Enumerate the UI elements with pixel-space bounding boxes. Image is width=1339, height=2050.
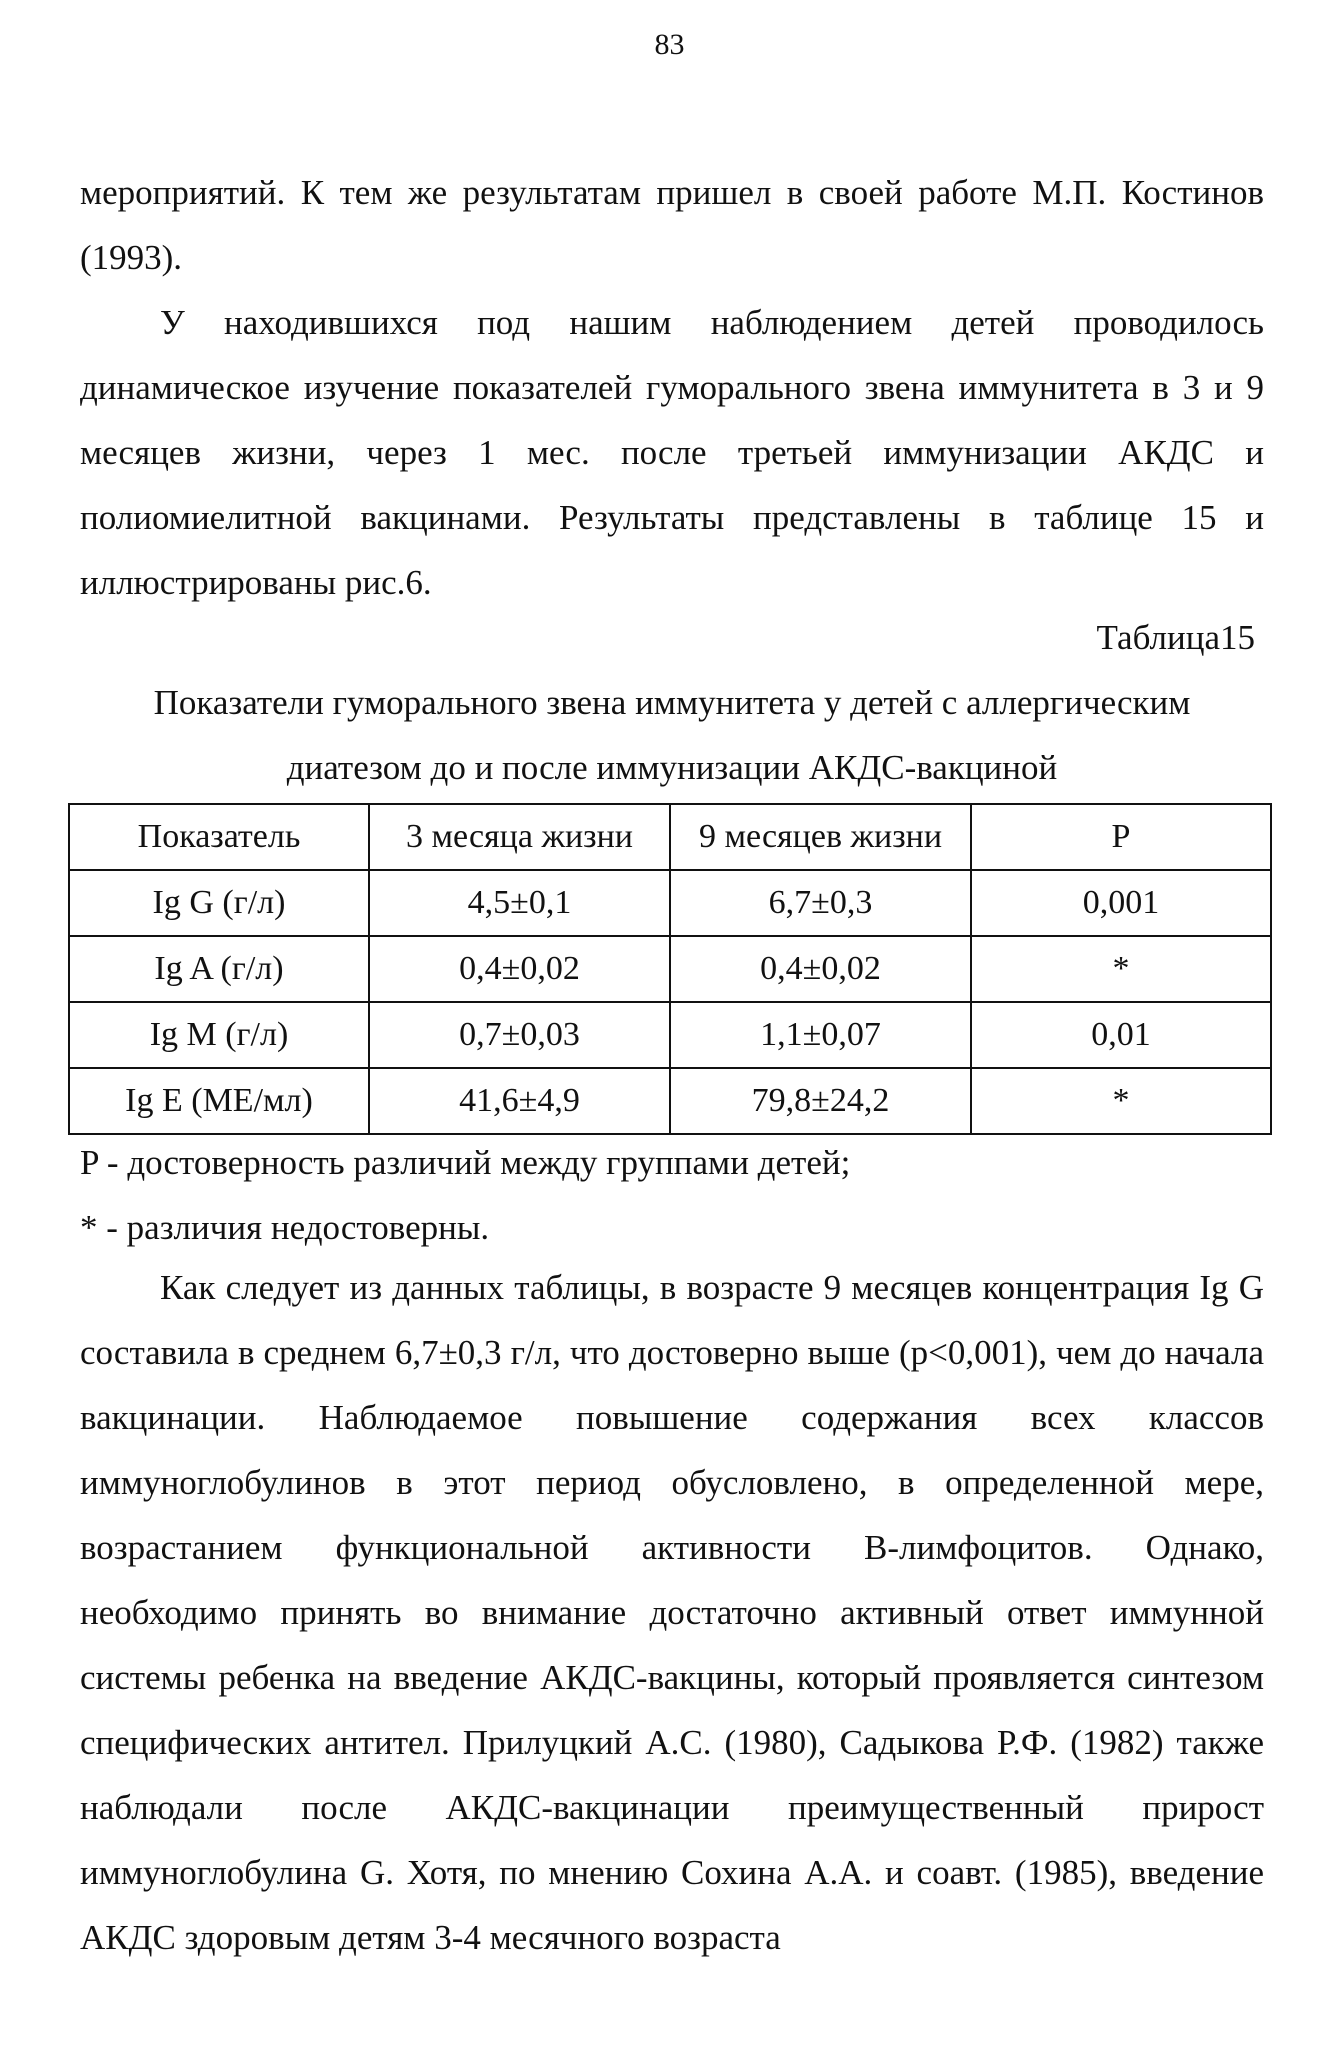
table-row (69, 1068, 1271, 1134)
header-3-months: 3 месяца жизни (369, 804, 670, 870)
table-row (69, 1002, 1271, 1068)
table-cell: * (971, 1068, 1271, 1134)
table-note-p: P - достоверность различий между группами детей; (80, 1143, 851, 1182)
table-cell: Ig M (г/л) (69, 1002, 369, 1068)
page-number: 83 (654, 28, 685, 61)
table-cell: 1,1±0,07 (670, 1002, 971, 1068)
header-9-months: 9 месяцев жизни (670, 804, 971, 870)
table-cell: Ig A (г/л) (69, 936, 369, 1002)
table-cell: Ig E (МЕ/мл) (69, 1068, 369, 1134)
table-cell: * (971, 936, 1271, 1002)
table-header-row (69, 804, 1271, 870)
table-cell: 0,4±0,02 (369, 936, 670, 1002)
table-cell: 79,8±24,2 (670, 1068, 971, 1134)
paragraph-continuation: мероприятий. К тем же результатам пришел в своей работе М.П. Костинов (1993). (80, 173, 1264, 277)
paragraph-study-description: У находившихся под нашим наблюдением детей проводилось динамическое изучение показателей гуморального звена иммунитета в 3 и 9 месяцев жизни, через 1 мес. после третьей иммунизации АКДС и полиомиелитной вакцинами. Результаты представлены в таблице 15 и иллюстрированы рис.6. (80, 303, 1264, 602)
table-caption-line-1: Показатели гуморального звена иммунитета у детей с аллергическим (153, 683, 1191, 722)
table-cell: 41,6±4,9 (369, 1068, 670, 1134)
table-caption-line-2: диатезом до и после иммунизации АКДС-вакциной (286, 748, 1058, 787)
table-cell: 0,7±0,03 (369, 1002, 670, 1068)
table-cell: Ig G (г/л) (69, 870, 369, 936)
table-label: Таблица15 (1096, 618, 1255, 657)
table-cell: 6,7±0,3 (670, 870, 971, 936)
header-p: P (971, 804, 1271, 870)
table-row (69, 870, 1271, 936)
table-cell: 0,001 (971, 870, 1271, 936)
table-cell: 0,4±0,02 (670, 936, 971, 1002)
immunity-table (68, 803, 1272, 1135)
table-cell: 4,5±0,1 (369, 870, 670, 936)
header-indicator: Показатель (69, 804, 369, 870)
table-caption (80, 670, 1264, 800)
paragraph-analysis: Как следует из данных таблицы, в возрасте 9 месяцев концентрация Ig G составила в среднем 6,7±0,3 г/л, что достоверно выше (p<0,001), чем до начала вакцинации. Наблюдаемое повышение содержания всех классов иммуноглобулинов в этот период обусловлено, в определенной мере, возрастанием функциональной активности В-лимфоцитов. Однако, необходимо принять во внимание достаточно активный ответ иммунной системы ребенка на введение АКДС-вакцины, который проявляется синтезом специфических антител. Прилуцкий А.С. (1980), Садыкова Р.Ф. (1982) также наблюдали после АКДС-вакцинации преимущественный прирост иммуноглобулина G. Хотя, по мнению Сохина А.А. и соавт. (1985), введение АКДС здоровым детям 3-4 месячного возраста (80, 1268, 1264, 1957)
table-note-asterisk: * - различия недостоверны. (80, 1208, 490, 1247)
table-cell: 0,01 (971, 1002, 1271, 1068)
table-row (69, 936, 1271, 1002)
